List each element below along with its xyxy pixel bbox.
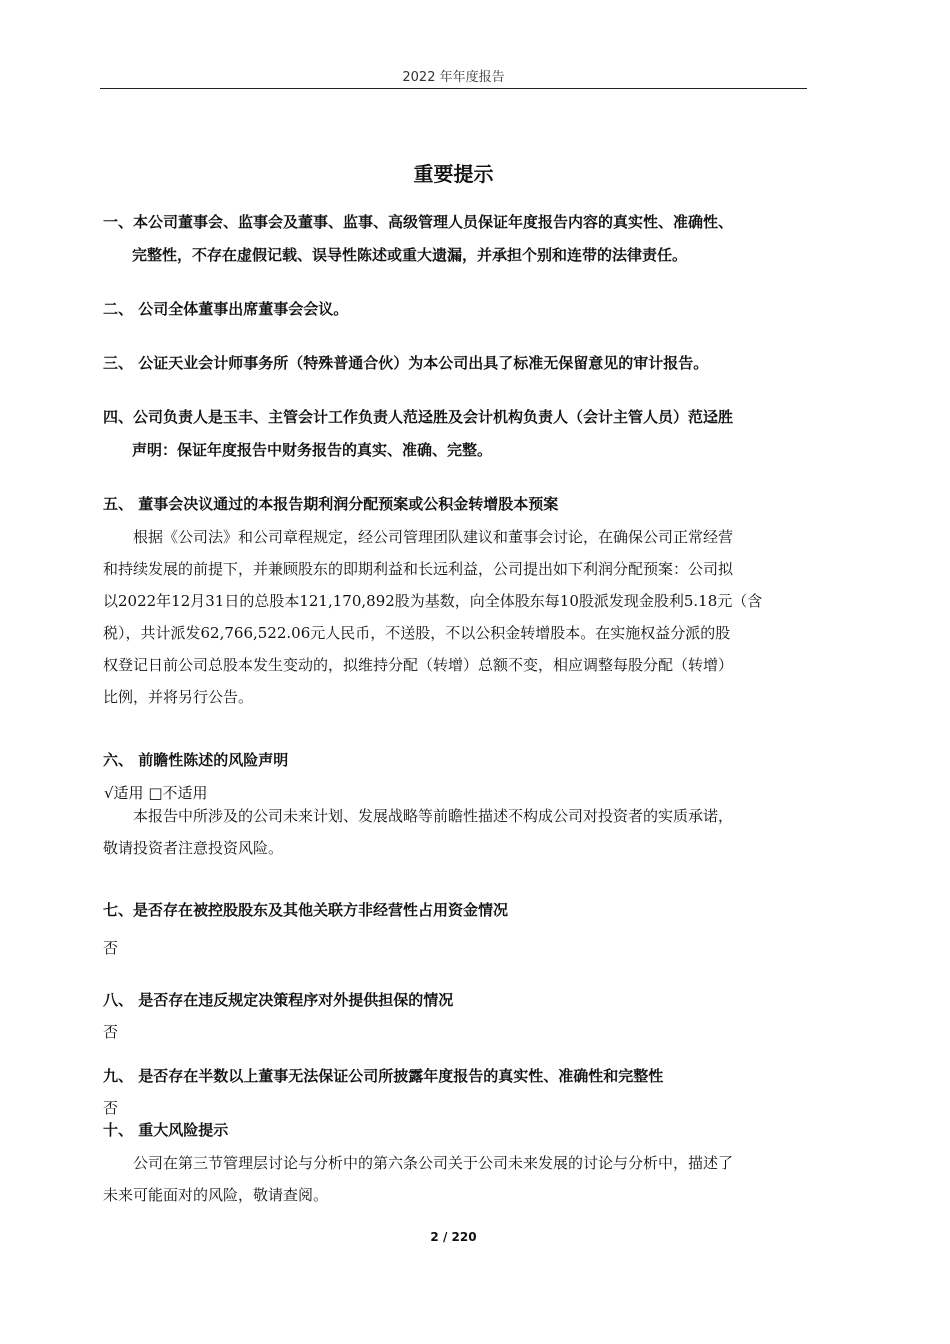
item-8-answer: 否 (103, 1023, 119, 1041)
item-1-line-2: 完整性，不存在虚假记载、误导性陈述或重大遗漏，并承担个别和连带的法律责任。 (132, 246, 688, 264)
applicability-options: √适用 □不适用 (104, 784, 208, 802)
item-2: 二、 公司全体董事出席董事会会议。 (103, 300, 349, 318)
page-title: 重要提示 (413, 162, 494, 186)
item-5-body-line: 比例，并将另行公告。 (103, 688, 254, 706)
item-5-body-line: 税），共计派发62,766,522.06元人民币，不送股，不以公积金转增股本。在实施权益分派的股 (103, 624, 731, 642)
item-4-line-1: 四、公司负责人是玉丰、主管会计工作负责人范迳胜及会计机构负责人（会计主管人员）范迳胜 (103, 408, 734, 426)
item-5-body-line: 和持续发展的前提下，并兼顾股东的即期利益和长远利益，公司提出如下利润分配预案：公司拟 (103, 560, 734, 578)
item-5-body-line: 以2022年12月31日的总股本121,170,892股为基数，向全体股东每10股派发现金股利5.18元（含 (103, 592, 763, 610)
item-8-heading: 八、 是否存在违反规定决策程序对外提供担保的情况 (103, 991, 454, 1009)
item-6-body-line: 本报告中所涉及的公司未来计划、发展战略等前瞻性描述不构成公司对投资者的实质承诺， (133, 807, 734, 825)
item-9-answer: 否 (103, 1099, 119, 1117)
item-5-body-line: 权登记日前公司总股本发生变动的，拟维持分配（转增）总额不变，相应调整每股分配（转增） (103, 656, 734, 674)
item-10-body-line: 公司在第三节管理层讨论与分析中的第六条公司关于公司未来发展的讨论与分析中，描述了 (133, 1154, 734, 1172)
item-4-line-2: 声明：保证年度报告中财务报告的真实、准确、完整。 (132, 441, 493, 459)
item-9-heading: 九、 是否存在半数以上董事无法保证公司所披露年度报告的真实性、准确性和完整性 (103, 1067, 664, 1085)
item-7-answer: 否 (103, 939, 119, 957)
item-10-body-line: 未来可能面对的风险，敬请查阅。 (103, 1186, 329, 1204)
item-7-heading: 七、是否存在被控股股东及其他关联方非经营性占用资金情况 (103, 901, 509, 919)
item-6-body-line: 敬请投资者注意投资风险。 (103, 839, 284, 857)
item-5-body-line: 根据《公司法》和公司章程规定，经公司管理团队建议和董事会讨论，在确保公司正常经营 (133, 528, 734, 546)
item-5-heading: 五、 董事会决议通过的本报告期利润分配预案或公积金转增股本预案 (103, 495, 559, 513)
header-divider (100, 88, 807, 89)
item-10-heading: 十、 重大风险提示 (103, 1121, 229, 1139)
item-1-line-1: 一、本公司董事会、监事会及董事、监事、高级管理人员保证年度报告内容的真实性、准确性、 (103, 213, 734, 231)
item-6-heading: 六、 前瞻性陈述的风险声明 (103, 751, 289, 769)
item-3: 三、 公证天业会计师事务所（特殊普通合伙）为本公司出具了标准无保留意见的审计报告。 (103, 354, 709, 372)
page-number: 2 / 220 (430, 1230, 477, 1244)
page-header: 2022 年年度报告 (402, 70, 505, 85)
